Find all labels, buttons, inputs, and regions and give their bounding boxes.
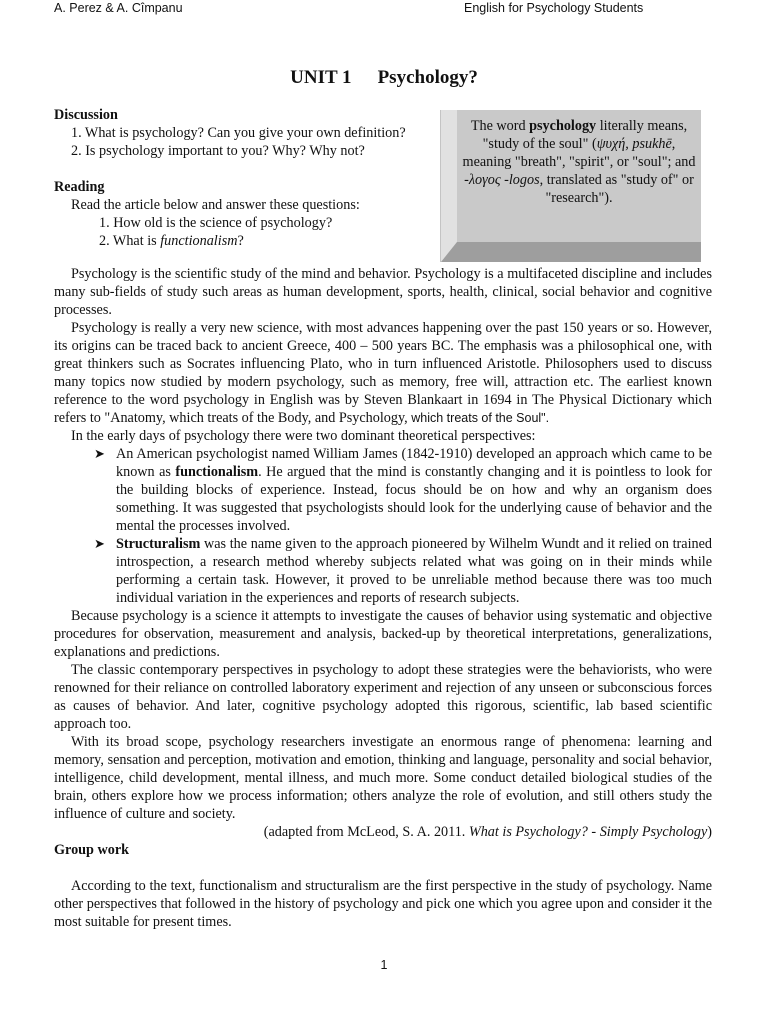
article-paragraph-4: Because psychology is a science it attempts to investigate the causes of behavior using systematic and objective procedures for observation, measurement and analysis, backed-up by theoretical interpretations, generalizations, explanations and predictions. — [54, 608, 712, 660]
list-item: ➤ Structuralism was the name given to the approach pioneered by Wilhelm Wundt and it relied on trained introspection, a research method whereby subjects related what was going on in their minds while performing a certain task. However, it proved to be unreliable method because there was too much individual variation in the experiences and reports of research subjects. — [94, 536, 712, 606]
arrow-bullet-icon: ➤ — [94, 536, 105, 551]
article-body — [54, 265, 712, 931]
source-credit: (adapted from McLeod, S. A. 2011. What is Psychology? - Simply Psychology) — [263, 824, 712, 840]
reading-instruction: Read the article below and answer these questions: — [71, 197, 360, 213]
page-number: 1 — [380, 958, 388, 972]
groupwork-heading: Group work — [54, 842, 130, 858]
perspectives-list — [54, 445, 712, 607]
groupwork-text: According to the text, functionalism and structuralism are the first perspective in the study of psychology. Name other perspectives that followed in the history of psychology and pick one which you agree upon and consider it the most suitable for present times. — [54, 878, 712, 930]
discussion-question-2: 2. Is psychology important to you? Why? Why not? — [71, 143, 365, 159]
article-paragraph-5: The classic contemporary perspectives in psychology to adopt these strategies were the behaviorists, who were renowned for their reliance on controlled laboratory experiment and rejection of any unseen or subconscious forces as causes of behavior. And later, cognitive psychology adopted this rigorous, scientific, lab based scientific approach too. — [54, 662, 712, 732]
intro-section — [54, 106, 434, 250]
article-paragraph-2: Psychology is really a very new science, with most advances happening over the past 150 years or so. However, its origins can be traced back to ancient Greece, 400 – 500 years BC. The emphasis was a philosophical one, with great thinkers such as Socrates influencing Plato, who in turn influenced Aristotle. Philosophers used to discuss many topics now studied by modern psychology, such as memory, free will, attraction etc. The earliest known reference to the word psychology in English was by Steven Blankaart in 1694 in The Physical Dictionary which refers to "Anatomy, which treats of the Body, and Psychology, which treats of the Soul". — [54, 320, 712, 426]
reading-question-1: 1. How old is the science of psychology? — [99, 215, 333, 231]
article-paragraph-6: With its broad scope, psychology researchers investigate an enormous range of phenomena: learning and memory, sensation and perception, motivation and emotion, thinking and language, personality and social behavior, intelligence, child development, mental illness, and much more. Some conduct detailed biological studies of the brain, others explore how we process information; others analyze the role of evolution, and still others study the influence of culture and society. — [54, 734, 712, 822]
list-item: ➤ An American psychologist named William James (1842-1910) developed an approach which came to be known as functionalism. He argued that the mind is constantly changing and it is pointless to look for the building blocks of experience. Instead, focus should be on how and why an organism does something. It was suggested that psychologists should look for the underlying cause of behavior and the mental the processes involved. — [94, 446, 712, 534]
header-course-title: English for Psychology Students — [464, 1, 644, 15]
discussion-question-1: 1. What is psychology? Can you give your own definition? — [71, 125, 406, 141]
reading-question-2: 2. What is functionalism? — [99, 233, 244, 249]
article-paragraph-3: In the early days of psychology there were two dominant theoretical perspectives: — [71, 428, 536, 444]
discussion-heading: Discussion — [54, 107, 118, 123]
definition-callout-text: The word psychology literally means, "study of the soul" (ψυχή, psukhē, meaning "breath", "spirit", or "soul"; and -λογος -logos, translated as "study of" or "research"). — [457, 110, 701, 242]
unit-name: Psychology? — [377, 67, 478, 88]
page-title — [0, 67, 768, 89]
definition-callout-box — [440, 110, 701, 262]
arrow-bullet-icon: ➤ — [94, 446, 105, 461]
article-paragraph-1: Psychology is the scientific study of the mind and behavior. Psychology is a multifaceted discipline and includes many sub-fields of study such areas as human development, sports, health, clinical, social behavior and cognitive processes. — [54, 266, 712, 318]
header-authors: A. Perez & A. Cîmpanu — [54, 1, 183, 15]
reading-heading: Reading — [54, 179, 105, 195]
unit-label: UNIT 1 — [290, 67, 352, 88]
